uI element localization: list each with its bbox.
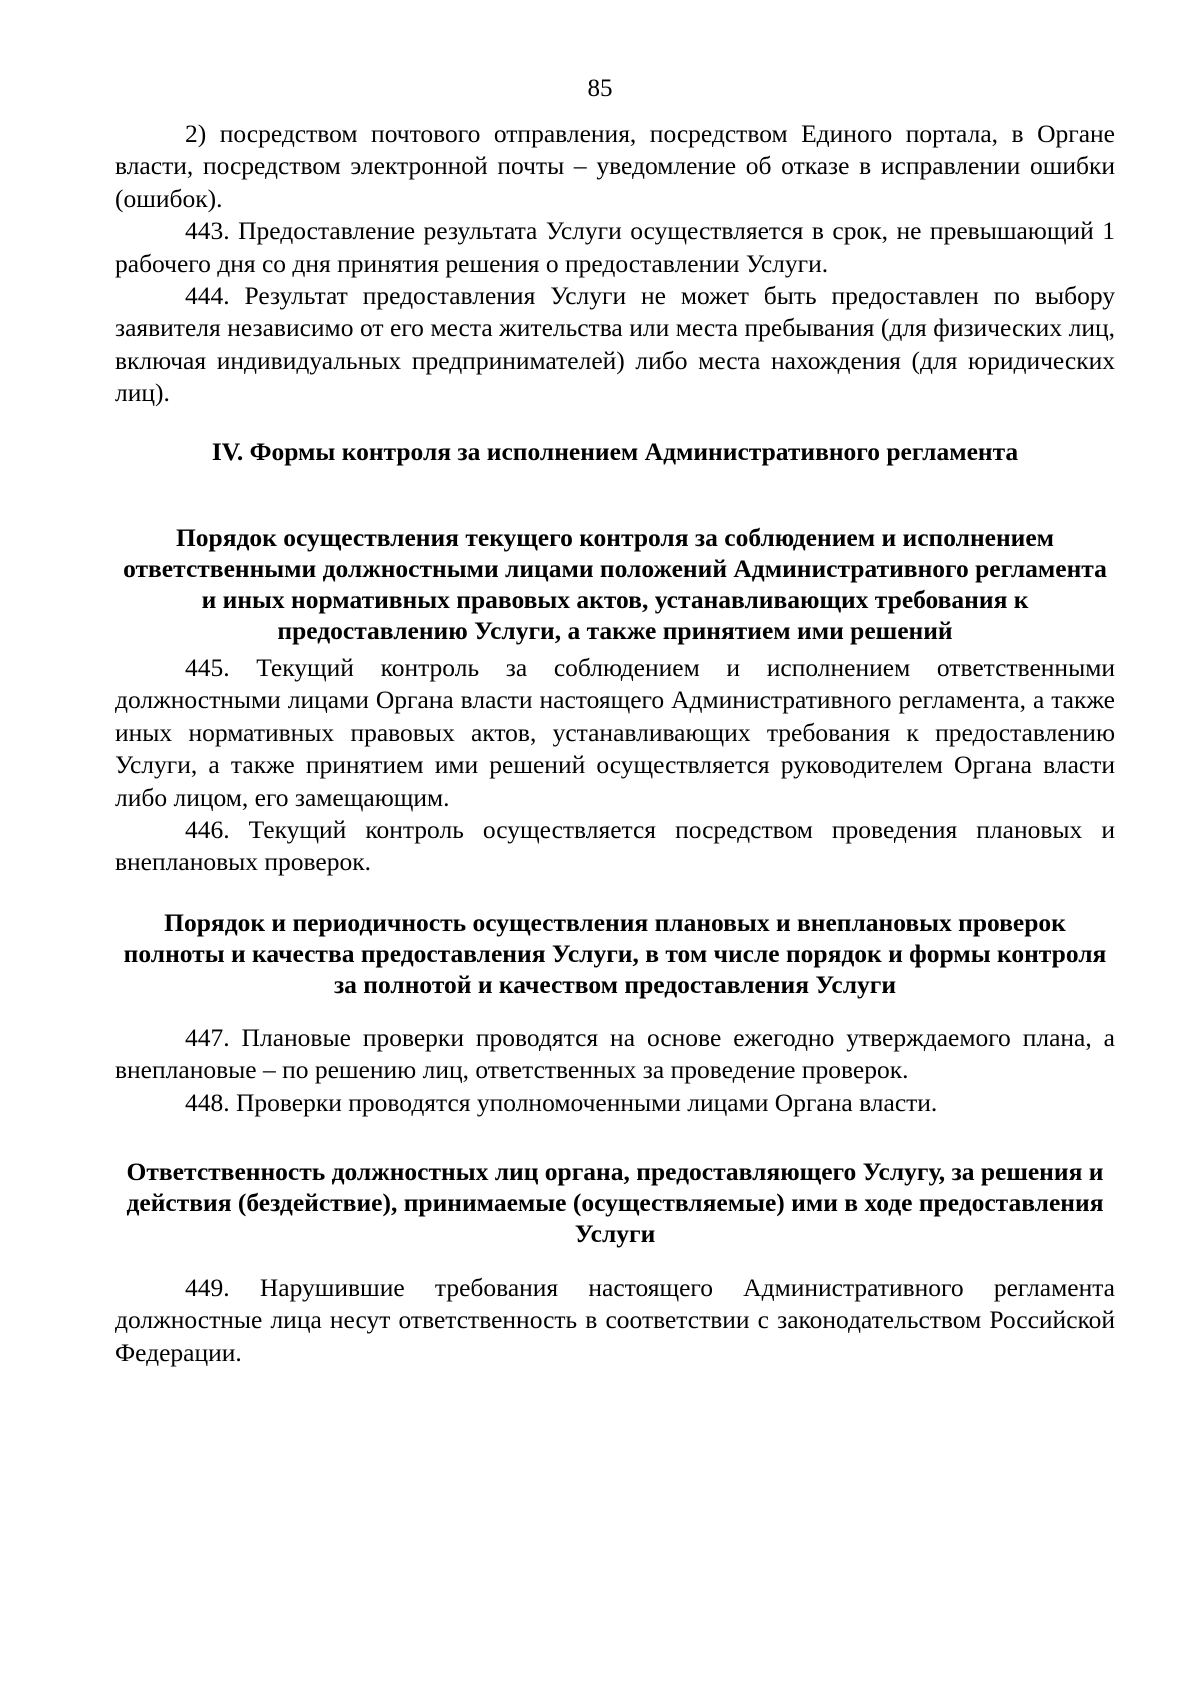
- heading-responsibility: Ответственность должностных лиц органа, предоставляющего Услугу, за решения и действия (бездействие), принимаемые (осуществляемые) ими в ходе предоставления Услуги: [126, 1157, 1104, 1248]
- page-number: 85: [587, 75, 613, 102]
- paragraph-447: 447. Плановые проверки проводятся на основе ежегодно утверждаемого плана, а внеплановые – по решению лиц, ответственных за проведение проверок.: [115, 1023, 1115, 1085]
- heading-inspections: Порядок и периодичность осуществления плановых и внеплановых проверок полноты и качества предоставления Услуги, в том числе порядок и формы контроля за полнотой и качеством предоставления Услуги: [123, 908, 1107, 999]
- paragraph-443: 443. Предоставление результата Услуги осуществляется в срок, не превышающий 1 рабочего дня со дня принятия решения о предоставлении Услуги.: [115, 216, 1115, 278]
- paragraph-448: 448. Проверки проводятся уполномоченными лицами Органа власти.: [185, 1087, 938, 1117]
- inspections-paragraphs: [115, 1022, 1115, 1119]
- paragraph-442-item-2: 2) посредством почтового отправления, посредством Единого портала, в Органе власти, посредством электронной почты – уведомление об отказе в исправлении ошибки (ошибок).: [115, 119, 1115, 213]
- current-control-paragraphs: [115, 652, 1115, 879]
- heading-responsibility-block: [115, 1156, 1115, 1249]
- section-title: IV. Формы контроля за исполнением Административного регламента: [211, 437, 1019, 466]
- paragraph-446: 446. Текущий контроль осуществляется посредством проведения плановых и внеплановых проверок.: [115, 815, 1115, 877]
- paragraph-449: 449. Нарушившие требования настоящего Административного регламента должностные лица несут ответственность в соответствии с законодательством Российской Федерации.: [115, 1273, 1115, 1367]
- paragraph-444: 444. Результат предоставления Услуги не может быть предоставлен по выбору заявителя независимо от его места жительства или места пребывания (для физических лиц, включая индивидуальных предпринимателей) либо места нахождения (для юридических лиц).: [115, 281, 1115, 408]
- heading-current-control: Порядок осуществления текущего контроля за соблюдением и исполнением ответственными должностными лицами положений Административного регламента и иных нормативных правовых актов, устанавливающих требования к предоставлению Услуги, а также принятием ими решений: [123, 523, 1107, 645]
- top-paragraphs: [115, 118, 1115, 410]
- paragraph-445: 445. Текущий контроль за соблюдением и исполнением ответственными должностными лицами Органа власти настоящего Административного регламента, а также иных нормативных правовых актов, устанавливающих требования к предоставлению Услуги, а также принятием ими решений осуществляется руководителем Органа власти либо лицом, его замещающим.: [115, 653, 1115, 812]
- heading-current-control-block: [115, 522, 1115, 646]
- heading-inspections-block: [115, 907, 1115, 1000]
- section-title-block: [115, 436, 1115, 468]
- responsibility-paragraphs: [115, 1272, 1115, 1369]
